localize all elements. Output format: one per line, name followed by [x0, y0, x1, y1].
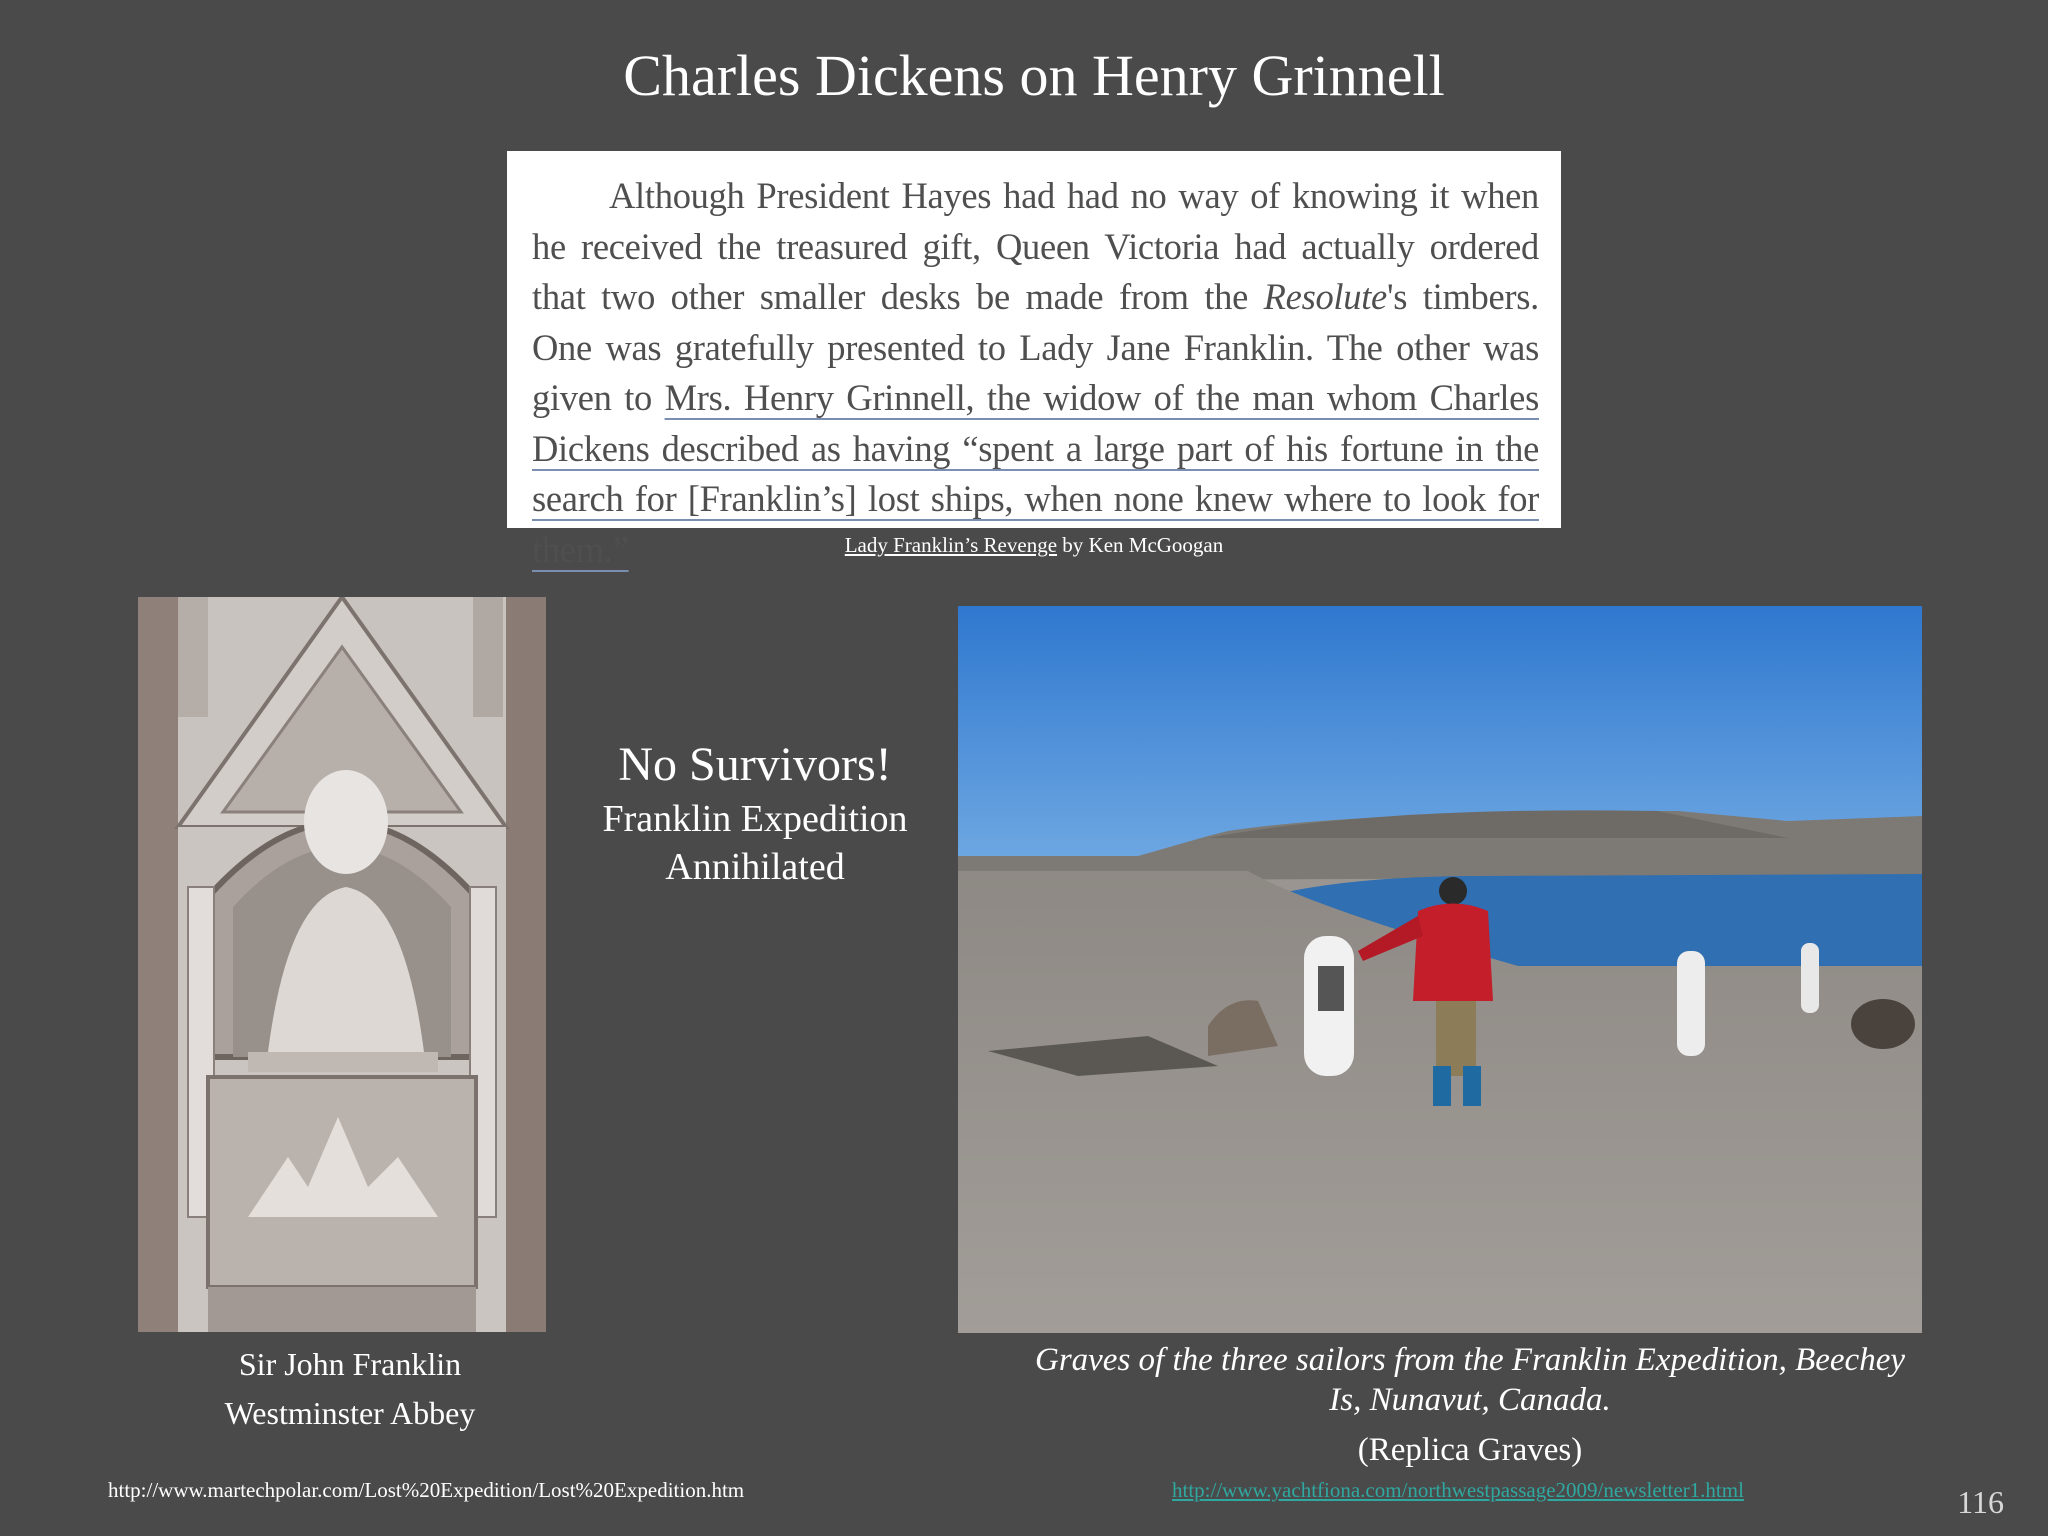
- quote-part1: Although President Hayes had had no way of knowing it when he received the treasured gift, Queen Victoria had actually ordered that two other smaller desks be made from the: [532, 175, 1539, 317]
- source-url-left[interactable]: http://www.martechpolar.com/Lost%20Expedition/Lost%20Expedition.htm: [108, 1478, 745, 1502]
- quote-part2: 's timbers. One was gratefully presented to Lady Jane Franklin. The other was given to: [532, 276, 1539, 418]
- memorial-caption-line1: Sir John Franklin: [238, 1346, 462, 1382]
- beechey-graves-photo: [958, 606, 1922, 1333]
- memorial-illustration: [138, 597, 546, 1332]
- graves-caption-sub: (Replica Graves): [1357, 1432, 1583, 1468]
- page-number: 116: [1957, 1484, 2004, 1520]
- memorial-caption-line2: Westminster Abbey: [224, 1395, 476, 1431]
- headline-block: [570, 735, 940, 891]
- quote-underlined: Mrs. Henry Grinnell, the widow of the man whom Charles Dickens described as having “spent a large part of his fortune in the search for [Franklin’s] lost ships, when none knew where to look for them.”: [532, 377, 1539, 570]
- citation: [0, 530, 2048, 560]
- headline-line2: Annihilated: [665, 846, 845, 888]
- graves-photo-illustration: [958, 606, 1922, 1333]
- graves-caption: Graves of the three sailors from the Franklin Expedition, Beechey Is, Nunavut, Canada.: [1034, 1342, 1905, 1418]
- citation-author: by Ken McGoogan: [1057, 533, 1224, 557]
- headline: No Survivors!: [618, 738, 892, 791]
- source-url-right[interactable]: http://www.yachtfiona.com/northwestpassage2009/newsletter1.html: [1172, 1478, 1744, 1502]
- franklin-memorial-image: [138, 597, 546, 1332]
- quote-text: [532, 171, 1539, 575]
- headline-line1: Franklin Expedition: [602, 798, 908, 840]
- slide-title: Charles Dickens on Henry Grinnell: [623, 43, 1445, 108]
- citation-book[interactable]: Lady Franklin’s Revenge: [844, 533, 1058, 557]
- quote-ship-name: Resolute: [1263, 276, 1387, 317]
- memorial-caption: [140, 1340, 560, 1438]
